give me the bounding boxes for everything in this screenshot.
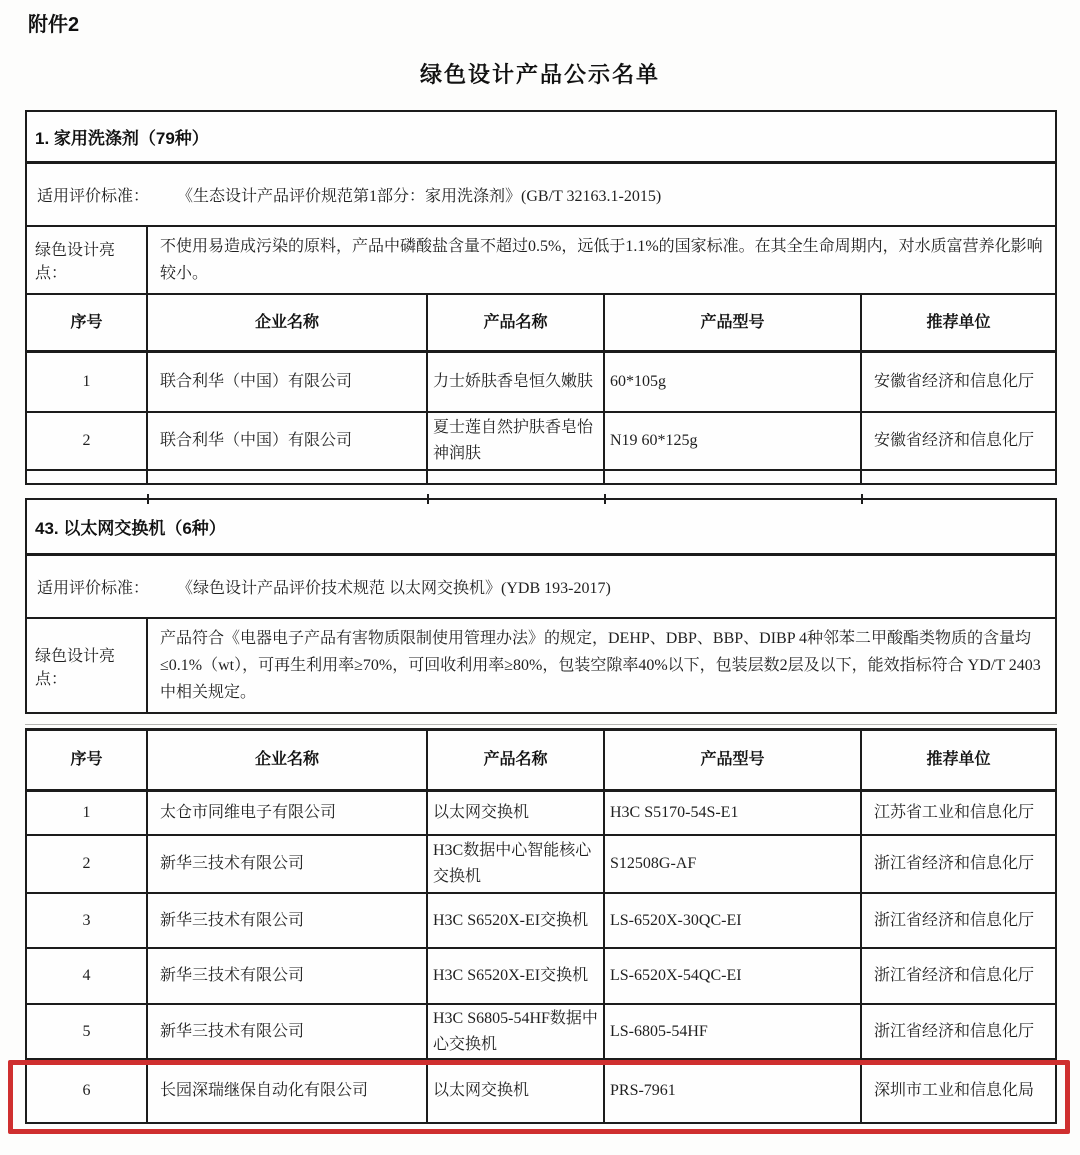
- standard-text: 《绿色设计产品评价技术规范 以太网交换机》(YDB 193-2017): [177, 580, 611, 597]
- cell-company: 联合利华（中国）有限公司: [148, 413, 428, 469]
- cell-seq: 4: [27, 949, 148, 1003]
- column-tick-mark: [147, 494, 149, 504]
- table-row: [27, 1005, 1055, 1060]
- cell-product: H3C S6520X-EI交换机: [428, 894, 605, 947]
- cell-product: 力士娇肤香皂恒久嫩肤: [428, 353, 605, 411]
- scan-ghost-line: [25, 724, 1057, 725]
- standard-text: 《生态设计产品评价规范第1部分：家用洗涤剂》(GB/T 32163.1-2015): [177, 188, 662, 205]
- table-row: [27, 353, 1055, 413]
- column-tick-mark: [427, 494, 429, 504]
- cell-recommender: 江苏省工业和信息化厅: [874, 804, 1035, 821]
- column-header-recommender: 推荐单位: [926, 751, 991, 768]
- standard-label: 适用评价标准：: [37, 580, 150, 597]
- highlight-label: 绿色设计亮点：: [27, 227, 148, 293]
- table-row: [27, 894, 1055, 949]
- cell-recommender: 浙江省经济和信息化厅: [874, 1022, 1035, 1040]
- section43-info-table: [25, 498, 1057, 714]
- table-row: [27, 836, 1055, 894]
- highlight-text: [148, 619, 1055, 712]
- table-row-highlighted: [27, 1060, 1055, 1122]
- cell-empty: [605, 471, 862, 483]
- table-row: [27, 792, 1055, 836]
- cell-product: H3C数据中心智能核心交换机: [428, 836, 605, 892]
- column-tick-mark: [861, 494, 863, 504]
- cell-company: 新华三技术有限公司: [148, 1005, 428, 1058]
- cell-recommender: 浙江省经济和信息化厅: [874, 911, 1035, 929]
- cell-recommender: 深圳市工业和信息化局: [874, 1082, 1035, 1099]
- table-header-row: [27, 295, 1055, 353]
- cell-company: 太仓市同维电子有限公司: [148, 792, 428, 834]
- table-row: [27, 949, 1055, 1005]
- cell-model: LS-6520X-30QC-EI: [605, 894, 862, 947]
- section1-standard-row: [27, 164, 1055, 227]
- cell-seq: 1: [27, 792, 148, 834]
- cell-seq: 5: [27, 1005, 148, 1058]
- cell-model: 60*105g: [605, 353, 862, 411]
- cell-model: PRS-7961: [605, 1060, 862, 1122]
- column-header-seq: 序号: [27, 295, 148, 350]
- cell-empty: [428, 471, 605, 483]
- cell-company: 新华三技术有限公司: [148, 894, 428, 947]
- cell-company: 长园深瑞继保自动化有限公司: [148, 1060, 428, 1122]
- cell-product: H3C S6520X-EI交换机: [428, 949, 605, 1003]
- cell-company: 新华三技术有限公司: [148, 949, 428, 1003]
- cell-seq: 2: [27, 836, 148, 892]
- cell-empty: [27, 471, 148, 483]
- column-header-company: 企业名称: [148, 731, 428, 789]
- cell-model: S12508G-AF: [605, 836, 862, 892]
- cell-company: 联合利华（中国）有限公司: [148, 353, 428, 411]
- cell-model: H3C S5170-54S-E1: [605, 792, 862, 834]
- column-tick-mark: [604, 494, 606, 504]
- highlight-text-content: 不使用易造成污染的原料，产品中磷酸盐含量不超过0.5%，远低于1.1%的国家标准。在其全生命周期内，对水质富营养化影响较小。: [160, 238, 1043, 282]
- table-row: [27, 413, 1055, 471]
- cell-seq: 6: [27, 1060, 148, 1122]
- cell-seq: 3: [27, 894, 148, 947]
- column-header-model: 产品型号: [605, 295, 862, 350]
- standard-label: 适用评价标准：: [37, 188, 150, 205]
- section43-product-table: [25, 728, 1057, 1124]
- column-header-seq: 序号: [27, 731, 148, 789]
- table-row-cutoff: [27, 471, 1055, 483]
- cell-recommender: 安徽省经济和信息化厅: [874, 432, 1035, 449]
- cell-product: H3C S6805-54HF数据中心交换机: [428, 1005, 605, 1058]
- section1-table: [25, 110, 1057, 485]
- section1-heading: 1. 家用洗涤剂（79种）: [27, 112, 1055, 164]
- cell-company: 新华三技术有限公司: [148, 836, 428, 892]
- column-header-product: 产品名称: [428, 731, 605, 789]
- page-title: 绿色设计产品公示名单: [419, 62, 660, 87]
- cell-product: 以太网交换机: [428, 1060, 605, 1122]
- column-header-recommender: 推荐单位: [926, 313, 991, 331]
- cell-empty: [862, 471, 1055, 483]
- section43-heading: 43. 以太网交换机（6种）: [27, 500, 1055, 556]
- cell-model: N19 60*125g: [605, 413, 862, 469]
- cell-model: LS-6805-54HF: [605, 1005, 862, 1058]
- cell-recommender: 浙江省经济和信息化厅: [874, 967, 1035, 984]
- cell-model: LS-6520X-54QC-EI: [605, 949, 862, 1003]
- section43-standard-row: [27, 556, 1055, 619]
- column-header-company: 企业名称: [148, 295, 428, 350]
- section43-highlight-row: [27, 619, 1055, 712]
- column-header-model: 产品型号: [605, 731, 862, 789]
- cell-recommender: 安徽省经济和信息化厅: [874, 373, 1035, 390]
- cell-seq: 1: [27, 353, 148, 411]
- highlight-text-content: 产品符合《电器电子产品有害物质限制使用管理办法》的规定，DEHP、DBP、BBP、DIBP 4种邻苯二甲酸酯类物质的含量均≤0.1%（wt），可再生利用率≥70%，可回收利用率≥80%，包装空隙率40%以下，包装层数2层及以下，能效指标符合 YD/T 2403 中相关规定。: [160, 630, 1041, 701]
- cell-empty: [148, 471, 428, 483]
- cell-seq: 2: [27, 413, 148, 469]
- cell-recommender: 浙江省经济和信息化厅: [874, 855, 1035, 872]
- attachment-label: 附件2: [28, 14, 80, 36]
- cell-product: 夏士莲自然护肤香皂怡神润肤: [428, 413, 605, 469]
- highlight-text: [148, 227, 1055, 293]
- cell-product: 以太网交换机: [428, 792, 605, 834]
- table-header-row: [27, 731, 1055, 792]
- column-header-product: 产品名称: [428, 295, 605, 350]
- highlight-label: 绿色设计亮点：: [27, 619, 148, 712]
- section1-highlight-row: [27, 227, 1055, 295]
